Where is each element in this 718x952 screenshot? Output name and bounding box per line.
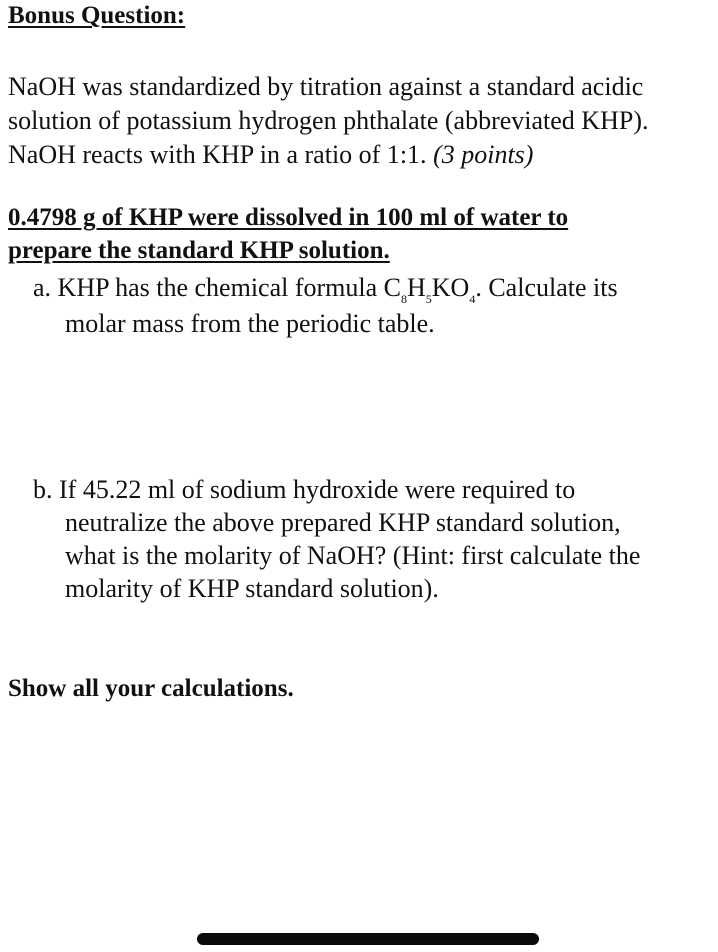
question-b-line-1 [33,473,713,506]
question-b-line-4: molarity of KHP standard solution). [65,574,439,603]
question-b-marker: b. [33,475,53,504]
question-b-line-1-text: If 45.22 ml of sodium hydroxide were required to [59,475,576,504]
show-calculations-note: Show all your calculations. [8,675,294,702]
given-line-2 [8,234,712,267]
question-a [33,270,713,342]
question-a-text-before: KHP has the chemical formula C [57,273,401,302]
points-label: (3 points) [433,140,534,169]
intro-paragraph [8,70,712,172]
intro-line-2: solution of potassium hydrogen phthalate (abbreviated KHP). [8,106,649,135]
question-a-line-1 [33,270,713,306]
given-statement [8,201,712,267]
intro-line-1: NaOH was standardized by titration against a standard acidic [8,72,644,101]
subscript-4: 4 [469,292,476,306]
home-indicator-bar[interactable] [197,933,539,945]
given-line-2-text: prepare the standard KHP solution. [8,237,390,264]
given-line-1-text: 0.4798 g of KHP were dissolved in 100 ml of water to [8,204,569,231]
bonus-question-title: Bonus Question: [8,2,186,29]
intro-ratio-text: NaOH reacts with KHP in a ratio of 1:1. [8,140,427,169]
formula-h: H [407,273,426,302]
question-b [33,473,713,605]
subscript-5: 5 [425,292,432,306]
subscript-8: 8 [401,292,407,306]
question-a-line-2: molar mass from the periodic table. [65,309,435,338]
formula-ko: KO [431,273,470,302]
question-b-line-2: neutralize the above prepared KHP standard solution, [65,508,621,537]
intro-line-3 [8,138,712,172]
question-a-marker: a. [33,273,52,302]
given-line-1 [8,201,712,234]
question-a-text-after: . Calculate its [475,273,618,302]
question-b-line-3: what is the molarity of NaOH? (Hint: first calculate the [65,541,641,570]
